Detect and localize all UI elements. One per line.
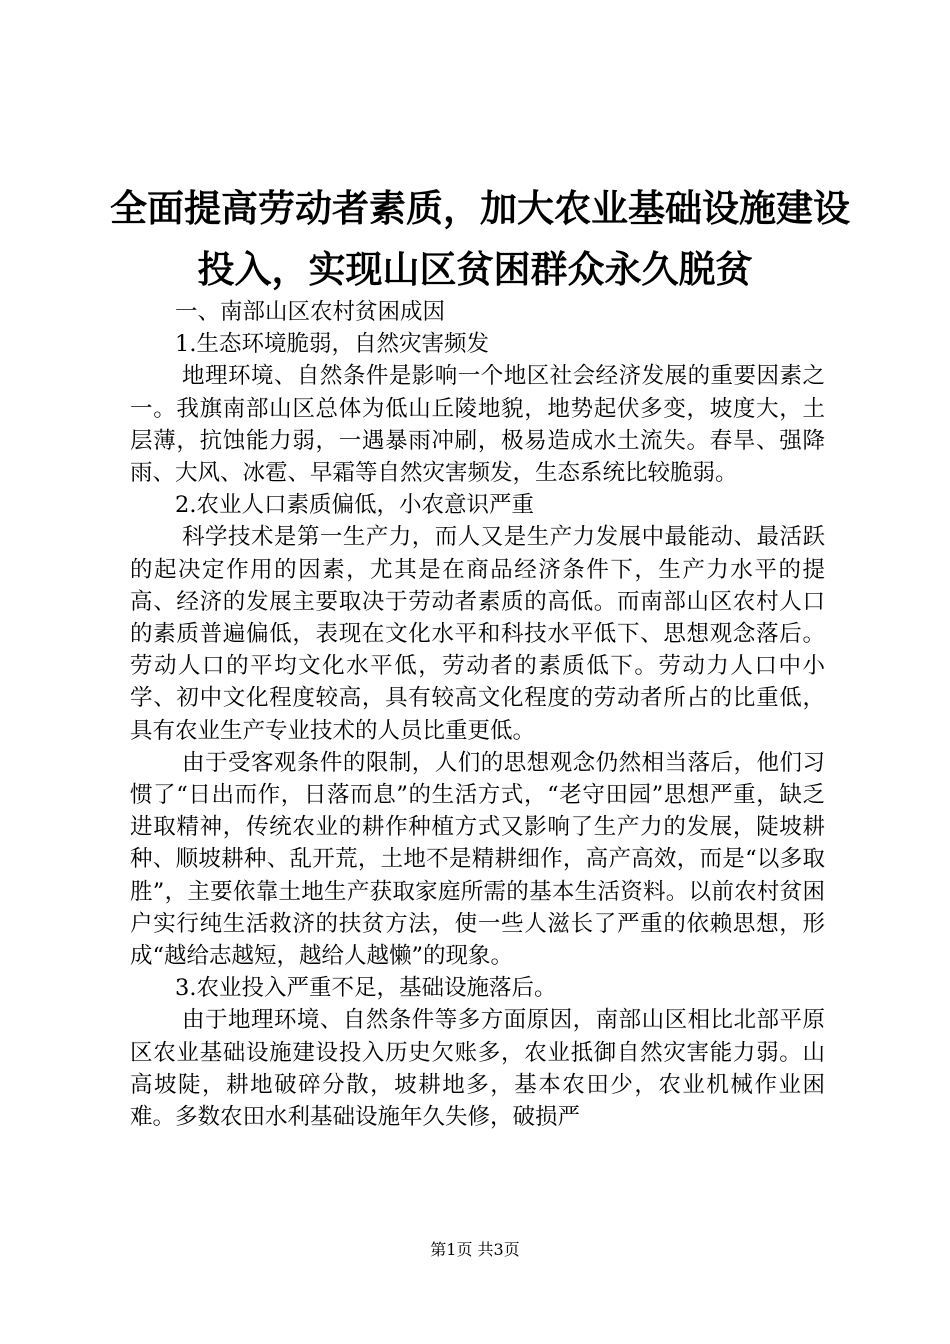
paragraph-3: 由于受客观条件的限制，人们的思想观念仍然相当落后，他们习惯了“日出而作，日落而息”的生活方式，“老守田园”思想严重，缺乏进取精神，传统农业的耕作种植方式又影响了生产力的发展，陡坡耕种、顺坡耕种、乱开荒，土地不是精耕细作，高产高效，而是“以多取胜”，主要依靠土地生产获取家庭所需的基本生活资料。以前农村贫困户实行纯生活救济的扶贫方法，使一些人滋长了严重的依赖思想，形成“越给志越短，越给人越懒”的现象。 — [130, 749, 825, 970]
subsection-heading-2: 2.农业人口素质偏低，小农意识严重 — [175, 492, 534, 519]
document-title-line-1: 全面提高劳动者素质，加大农业基础设施建设 — [110, 187, 850, 230]
section-heading-1: 一、南部山区农村贫困成因 — [175, 299, 446, 325]
paragraph-2: 科学技术是第一生产力，而人又是生产力发展中最能动、最活跃的起决定作用的因素，尤其是在商品经济条件下，生产力水平的提高、经济的发展主要取决于劳动者素质的高低。而南部山区农村人口的素质普遍偏低，表现在文化水平和科技水平低下、思想观念落后。劳动人口的平均文化水平低，劳动者的素质低下。劳动力人口中小学、初中文化程度较高，具有较高文化程度的劳动者所占的比重低，具有农业生产专业技术的人员比重更低。 — [130, 524, 825, 744]
paragraph-1: 地理环境、自然条件是影响一个地区社会经济发展的重要因素之一。我旗南部山区总体为低山丘陵地貌，地势起伏多变，坡度大，土层薄，抗蚀能力弱，一遇暴雨冲刷，极易造成水土流失。春旱、强降雨、大风、冰雹、早霜等自然灾害频发，生态系统比较脆弱。 — [130, 363, 825, 487]
subsection-heading-3: 3.农业投入严重不足，基础设施落后。 — [175, 975, 557, 1002]
document-body — [130, 296, 825, 1133]
document-title-line-2: 投入，实现山区贫困群众永久脱贫 — [197, 248, 753, 291]
paragraph-4: 由于地理环境、自然条件等多方面原因，南部山区相比北部平原区农业基础设施建设投入历史欠账多，农业抵御自然灾害能力弱。山高坡陡，耕地破碎分散，坡耕地多，基本农田少，农业机械作业困难。多数农田水利基础设施年久失修，破损严 — [130, 1007, 825, 1131]
page-footer: 第1页 共3页 — [430, 1240, 520, 1259]
subsection-heading-1: 1.生态环境脆弱，自然灾害频发 — [175, 331, 489, 358]
